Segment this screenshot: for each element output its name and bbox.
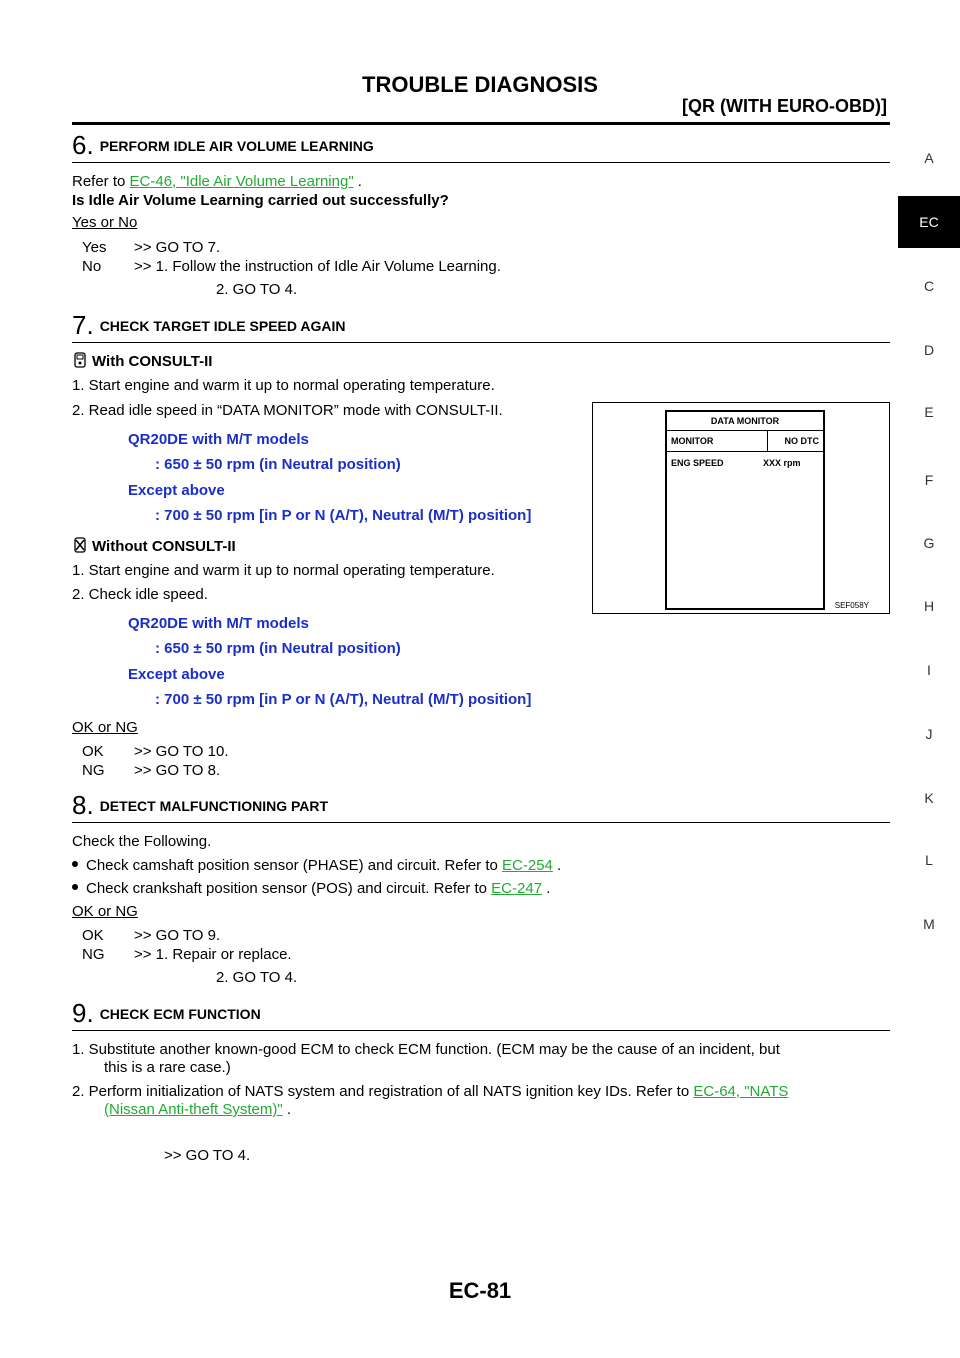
without-consult-label	[72, 537, 236, 559]
step-number: 6.	[72, 130, 94, 160]
consult-tool-icon	[72, 352, 88, 374]
bullet-icon	[72, 861, 78, 867]
step-9-heading	[72, 998, 890, 1029]
spec-value-b: : 700 ± 50 rpm [in P or N (A/T), Neutral (M/T) position]	[155, 507, 532, 524]
data-monitor-figure	[592, 402, 890, 614]
answer-value: >> GO TO 10.	[134, 743, 229, 760]
page-header-title: TROUBLE DIAGNOSIS	[362, 72, 598, 97]
bullet-item	[72, 856, 561, 876]
step-number: 7.	[72, 310, 94, 340]
bullet-suffix: .	[542, 880, 551, 897]
step-9-item-1b: this is a rare case.)	[104, 1059, 231, 1076]
consult-screen	[665, 410, 825, 610]
step-9-item-1a: 1. Substitute another known-good ECM to check ECM function. (ECM may be the cause of an incident, but	[72, 1041, 780, 1058]
step-8-intro: Check the Following.	[72, 833, 212, 850]
with-consult-label	[72, 352, 212, 374]
item-2-text: 2. Perform initialization of NATS system and registration of all NATS ignition key IDs. Refer to	[72, 1083, 694, 1100]
with-consult-text: With CONSULT-II	[92, 353, 213, 370]
answer-value: >> 1. Repair or replace.	[134, 946, 292, 963]
answer-key: NG	[82, 946, 105, 963]
without-step-2: 2. Check idle speed.	[72, 586, 208, 603]
eng-speed-value: XXX rpm	[763, 458, 801, 468]
step-rule	[72, 162, 890, 163]
link-nats[interactable]: (Nissan Anti-theft System)"	[104, 1101, 283, 1118]
link-ec-247[interactable]: EC-247	[491, 880, 543, 897]
refer-text: Refer to	[72, 173, 130, 190]
step-7-answers	[82, 742, 229, 780]
answer-row	[82, 926, 297, 945]
answer-value: >> GO TO 7.	[134, 239, 221, 256]
tab-l[interactable]: L	[925, 852, 933, 868]
spec-model-a-2: QR20DE with M/T models	[128, 615, 309, 632]
bullet-text: Check camshaft position sensor (PHASE) and circuit. Refer to	[86, 857, 503, 874]
step-8-heading	[72, 790, 890, 821]
tab-g[interactable]: G	[923, 535, 935, 551]
without-step-1: 1. Start engine and warm it up to normal operating temperature.	[72, 562, 495, 579]
answer-value: 2. GO TO 4.	[216, 281, 298, 298]
answer-key: No	[82, 258, 102, 275]
answer-row	[82, 964, 297, 988]
step-9-item-2b	[104, 1100, 291, 1120]
column-divider	[767, 431, 768, 451]
spec-model-b: Except above	[128, 482, 225, 499]
page-header-subtitle: [QR (WITH EURO-OBD)]	[682, 96, 887, 116]
answer-row	[82, 238, 501, 257]
step-title: PERFORM IDLE AIR VOLUME LEARNING	[99, 138, 374, 154]
tab-d[interactable]: D	[923, 342, 935, 358]
eng-speed-label: ENG SPEED	[671, 458, 724, 468]
monitor-column-label: MONITOR	[671, 436, 714, 446]
tab-j[interactable]: J	[925, 726, 933, 742]
link-ec-46[interactable]: EC-46, "Idle Air Volume Learning"	[129, 173, 354, 190]
step-6-choice: Yes or No	[72, 214, 138, 231]
bullet-icon	[72, 884, 78, 890]
step-7-choice: OK or NG	[72, 719, 138, 736]
answer-row	[82, 276, 501, 300]
step-8-choice: OK or NG	[72, 903, 138, 920]
tab-h[interactable]: H	[923, 598, 935, 614]
step-number: 8.	[72, 790, 94, 820]
step-title: DETECT MALFUNCTIONING PART	[99, 798, 329, 814]
step-6-answers	[82, 238, 501, 300]
answer-key: NG	[82, 762, 105, 779]
answer-value: >> GO TO 9.	[134, 927, 221, 944]
step-8-answers	[82, 926, 297, 988]
page-number: EC-81	[448, 1278, 512, 1303]
screen-title: DATA MONITOR	[667, 412, 823, 431]
figure-code: SEF058Y	[834, 601, 869, 610]
answer-key: OK	[82, 743, 104, 760]
answer-row	[82, 945, 297, 964]
spec-value-b-2: : 700 ± 50 rpm [in P or N (A/T), Neutral (M/T) position]	[155, 691, 532, 708]
bullet-suffix: .	[552, 857, 562, 874]
tab-i[interactable]: I	[927, 662, 931, 678]
link-ec-64[interactable]: EC-64, "NATS	[693, 1083, 789, 1100]
spec-model-a: QR20DE with M/T models	[128, 431, 309, 448]
item-2-suffix: .	[282, 1101, 292, 1118]
step-rule	[72, 342, 890, 343]
step-6-refer	[72, 172, 362, 192]
no-dtc-label: NO DTC	[784, 436, 819, 446]
bullet-item	[72, 879, 550, 899]
tab-ec[interactable]: EC	[898, 196, 960, 248]
tab-k[interactable]: K	[924, 790, 934, 806]
tab-f[interactable]: F	[924, 472, 934, 488]
no-consult-tool-icon	[72, 537, 88, 559]
answer-row	[82, 257, 501, 276]
spec-value-a-2: : 650 ± 50 rpm (in Neutral position)	[155, 640, 401, 657]
spec-value-a: : 650 ± 50 rpm (in Neutral position)	[155, 456, 401, 473]
answer-key: Yes	[82, 239, 107, 256]
tab-e[interactable]: E	[924, 404, 934, 420]
link-ec-254[interactable]: EC-254	[502, 857, 553, 874]
bullet-text: Check crankshaft position sensor (POS) and circuit. Refer to	[86, 880, 492, 897]
step-rule	[72, 822, 890, 823]
step-7-heading	[72, 310, 890, 341]
eng-speed-row	[671, 458, 819, 468]
step-9-final: >> GO TO 4.	[164, 1147, 251, 1164]
step-rule	[72, 1030, 890, 1031]
step-title: CHECK ECM FUNCTION	[99, 1006, 261, 1022]
step-title: CHECK TARGET IDLE SPEED AGAIN	[99, 318, 346, 334]
step-9-item-2a	[72, 1082, 788, 1102]
without-consult-text: Without CONSULT-II	[92, 538, 236, 555]
screen-header-row	[667, 431, 823, 452]
tab-a[interactable]: A	[924, 150, 934, 166]
answer-key: OK	[82, 927, 104, 944]
tab-m[interactable]: M	[923, 916, 935, 932]
answer-value: 2. GO TO 4.	[216, 969, 298, 986]
tab-c[interactable]: C	[923, 278, 935, 294]
step-number: 9.	[72, 998, 94, 1028]
step-6-question: Is Idle Air Volume Learning carried out successfully?	[72, 192, 449, 209]
with-step-2: 2. Read idle speed in “DATA MONITOR” mode with CONSULT-II.	[72, 402, 503, 419]
refer-suffix: .	[353, 173, 362, 190]
answer-value: >> GO TO 8.	[134, 762, 221, 779]
spec-model-b-2: Except above	[128, 666, 225, 683]
answer-row	[82, 761, 229, 780]
step-6-heading	[72, 130, 890, 161]
with-step-1: 1. Start engine and warm it up to normal operating temperature.	[72, 377, 495, 394]
answer-value: >> 1. Follow the instruction of Idle Air Volume Learning.	[134, 258, 501, 275]
answer-row	[82, 742, 229, 761]
header-rule	[72, 122, 890, 125]
